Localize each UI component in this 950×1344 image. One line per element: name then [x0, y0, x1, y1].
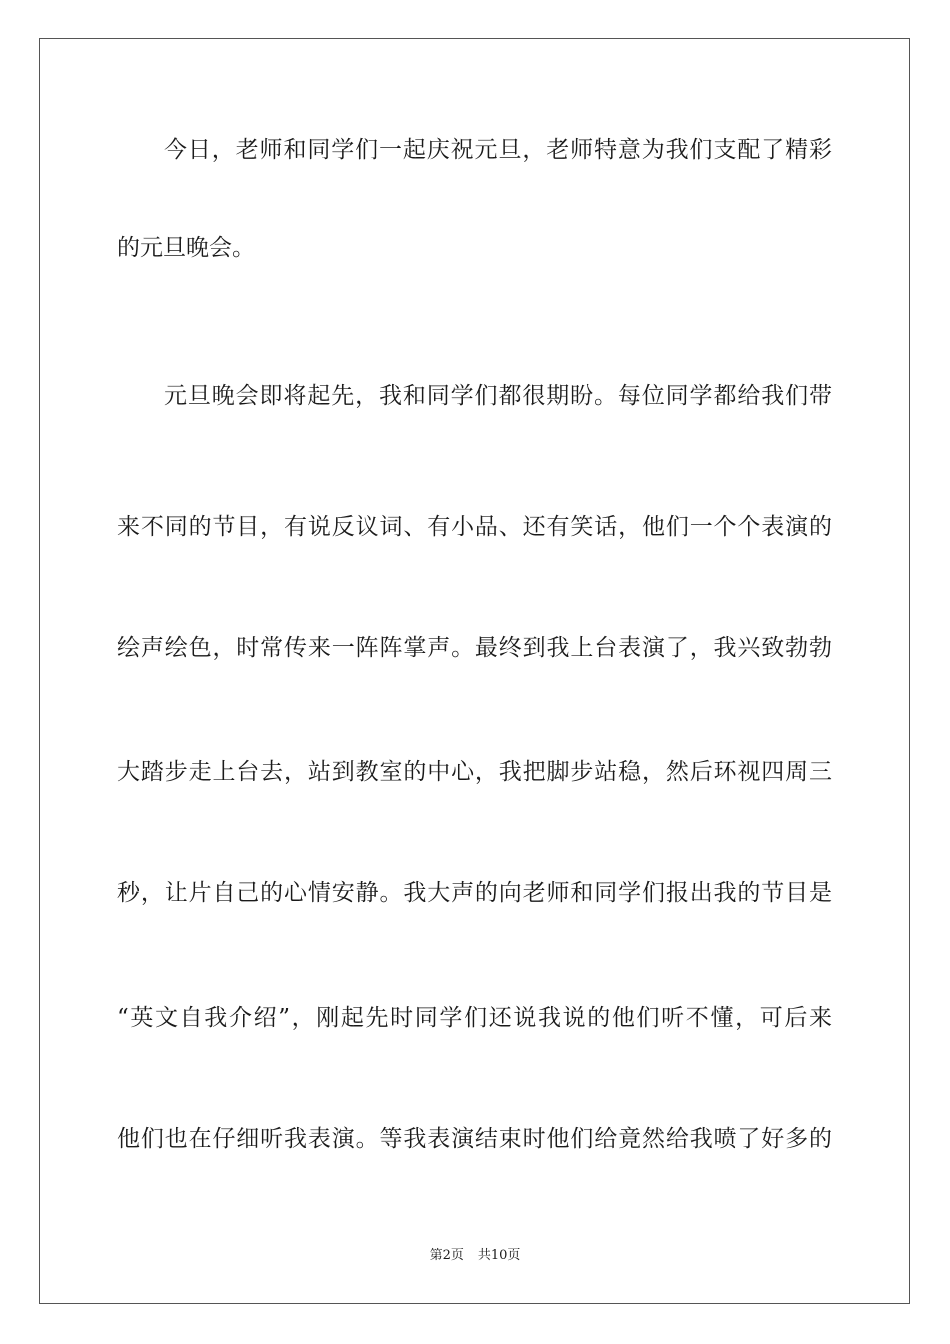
paragraph-line: “英文自我介绍”，刚起先时同学们还说我说的他们听不懂，可后来 [117, 1005, 832, 1031]
paragraph-line: 来不同的节目，有说反议词、有小品、还有笑话，他们一个个表演的 [117, 514, 832, 540]
page-total: 共10页 [477, 1248, 521, 1263]
paragraph-line: 的元旦晚会。 [117, 235, 255, 261]
page-border [39, 38, 910, 1304]
page-number: 第2页 [429, 1248, 464, 1263]
paragraph-line: 元旦晚会即将起先，我和同学们都很期盼。每位同学都给我们带 [164, 383, 832, 409]
page-footer [0, 1247, 950, 1265]
paragraph-line: 今日，老师和同学们一起庆祝元旦，老师特意为我们支配了精彩 [164, 137, 832, 163]
paragraph-line: 秒，让片自己的心情安静。我大声的向老师和同学们报出我的节目是 [117, 880, 832, 906]
paragraph-line: 他们也在仔细听我表演。等我表演结束时他们给竟然给我喷了好多的 [117, 1126, 832, 1152]
paragraph-line: 大踏步走上台去，站到教室的中心，我把脚步站稳，然后环视四周三 [117, 759, 832, 785]
paragraph-line: 绘声绘色，时常传来一阵阵掌声。最终到我上台表演了，我兴致勃勃 [117, 635, 832, 661]
